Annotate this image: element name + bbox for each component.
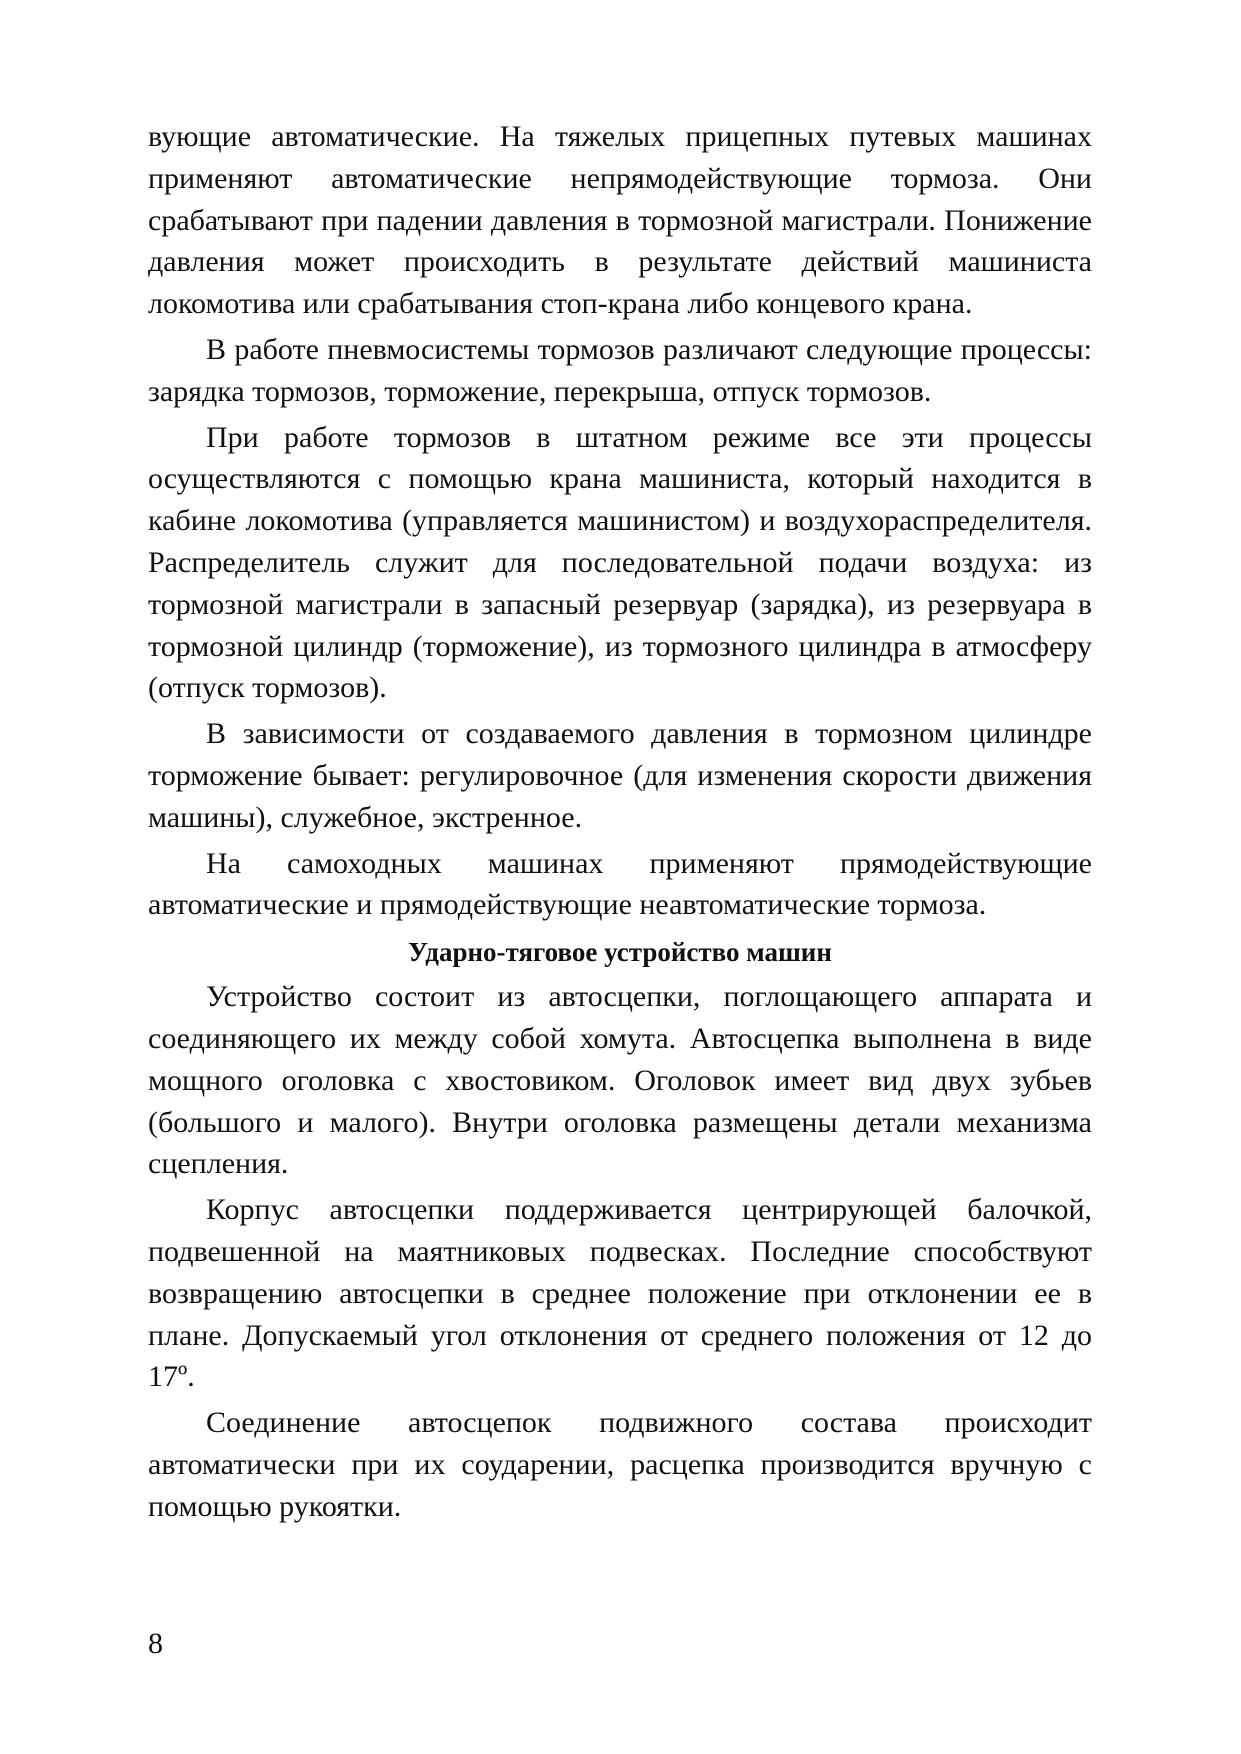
section-heading: Ударно-тяговое устройство машин xyxy=(408,937,832,968)
paragraph-coupler-body: Корпус автосцепки поддерживается центрирующей балочкой, подвешенной на маятниковых подвесках. Последние способствуют возвращению автосцепки в среднее положение при отклонении ее в плане. Допускаемый угол отклонения от среднего положения от 12 до 17º. xyxy=(148,1193,1092,1394)
page-body xyxy=(148,116,1092,1528)
paragraph-braking-types: В зависимости от создаваемого давления в тормозном цилиндре торможение бывает: регулировочное (для изменения скорости движения машины), служебное, экстренное. xyxy=(148,717,1092,834)
paragraph-continuation: вующие автоматические. На тяжелых прицепных путевых машинах применяют автоматические непрямодействующие тормоза. Они срабатывают при падении давления в тормозной магистрали. Понижение давления может происходить в результате действий машиниста локомотива или срабатывания стоп-крана либо концевого крана. xyxy=(148,120,1092,321)
paragraph-coupler-structure: Устройство состоит из автосцепки, поглощающего аппарата и соединяющего их между собой хомута. Автосцепка выполнена в виде мощного оголовка с хвостовиком. Оголовок имеет вид двух зубьев (большого и малого). Внутри оголовка размещены детали механизма сцепления. xyxy=(148,980,1092,1181)
paragraph-coupling-process: Соединение автосцепок подвижного состава происходит автоматически при их соударении, расцепка производится вручную с помощью рукоятки. xyxy=(148,1406,1092,1523)
paragraph-brake-processes: В работе пневмосистемы тормозов различают следующие процессы: зарядка тормозов, торможение, перекрыша, отпуск тормозов. xyxy=(148,332,1092,408)
paragraph-self-propelled: На самоходных машинах применяют прямодействующие автоматические и прямодействующие неавтоматические тормоза. xyxy=(148,846,1092,922)
page-number: 8 xyxy=(148,1627,163,1660)
paragraph-driver-valve: При работе тормозов в штатном режиме все эти процессы осуществляются с помощью крана машиниста, который находится в кабине локомотива (управляется машинистом) и воздухораспределителя. Распределитель служит для последовательной подачи воздуха: из тормозной магистрали в запасный резервуар (зарядка), из резервуара в тормозной цилиндр (торможение), из тормозного цилиндра в атмосферу (отпуск тормозов). xyxy=(148,420,1092,705)
